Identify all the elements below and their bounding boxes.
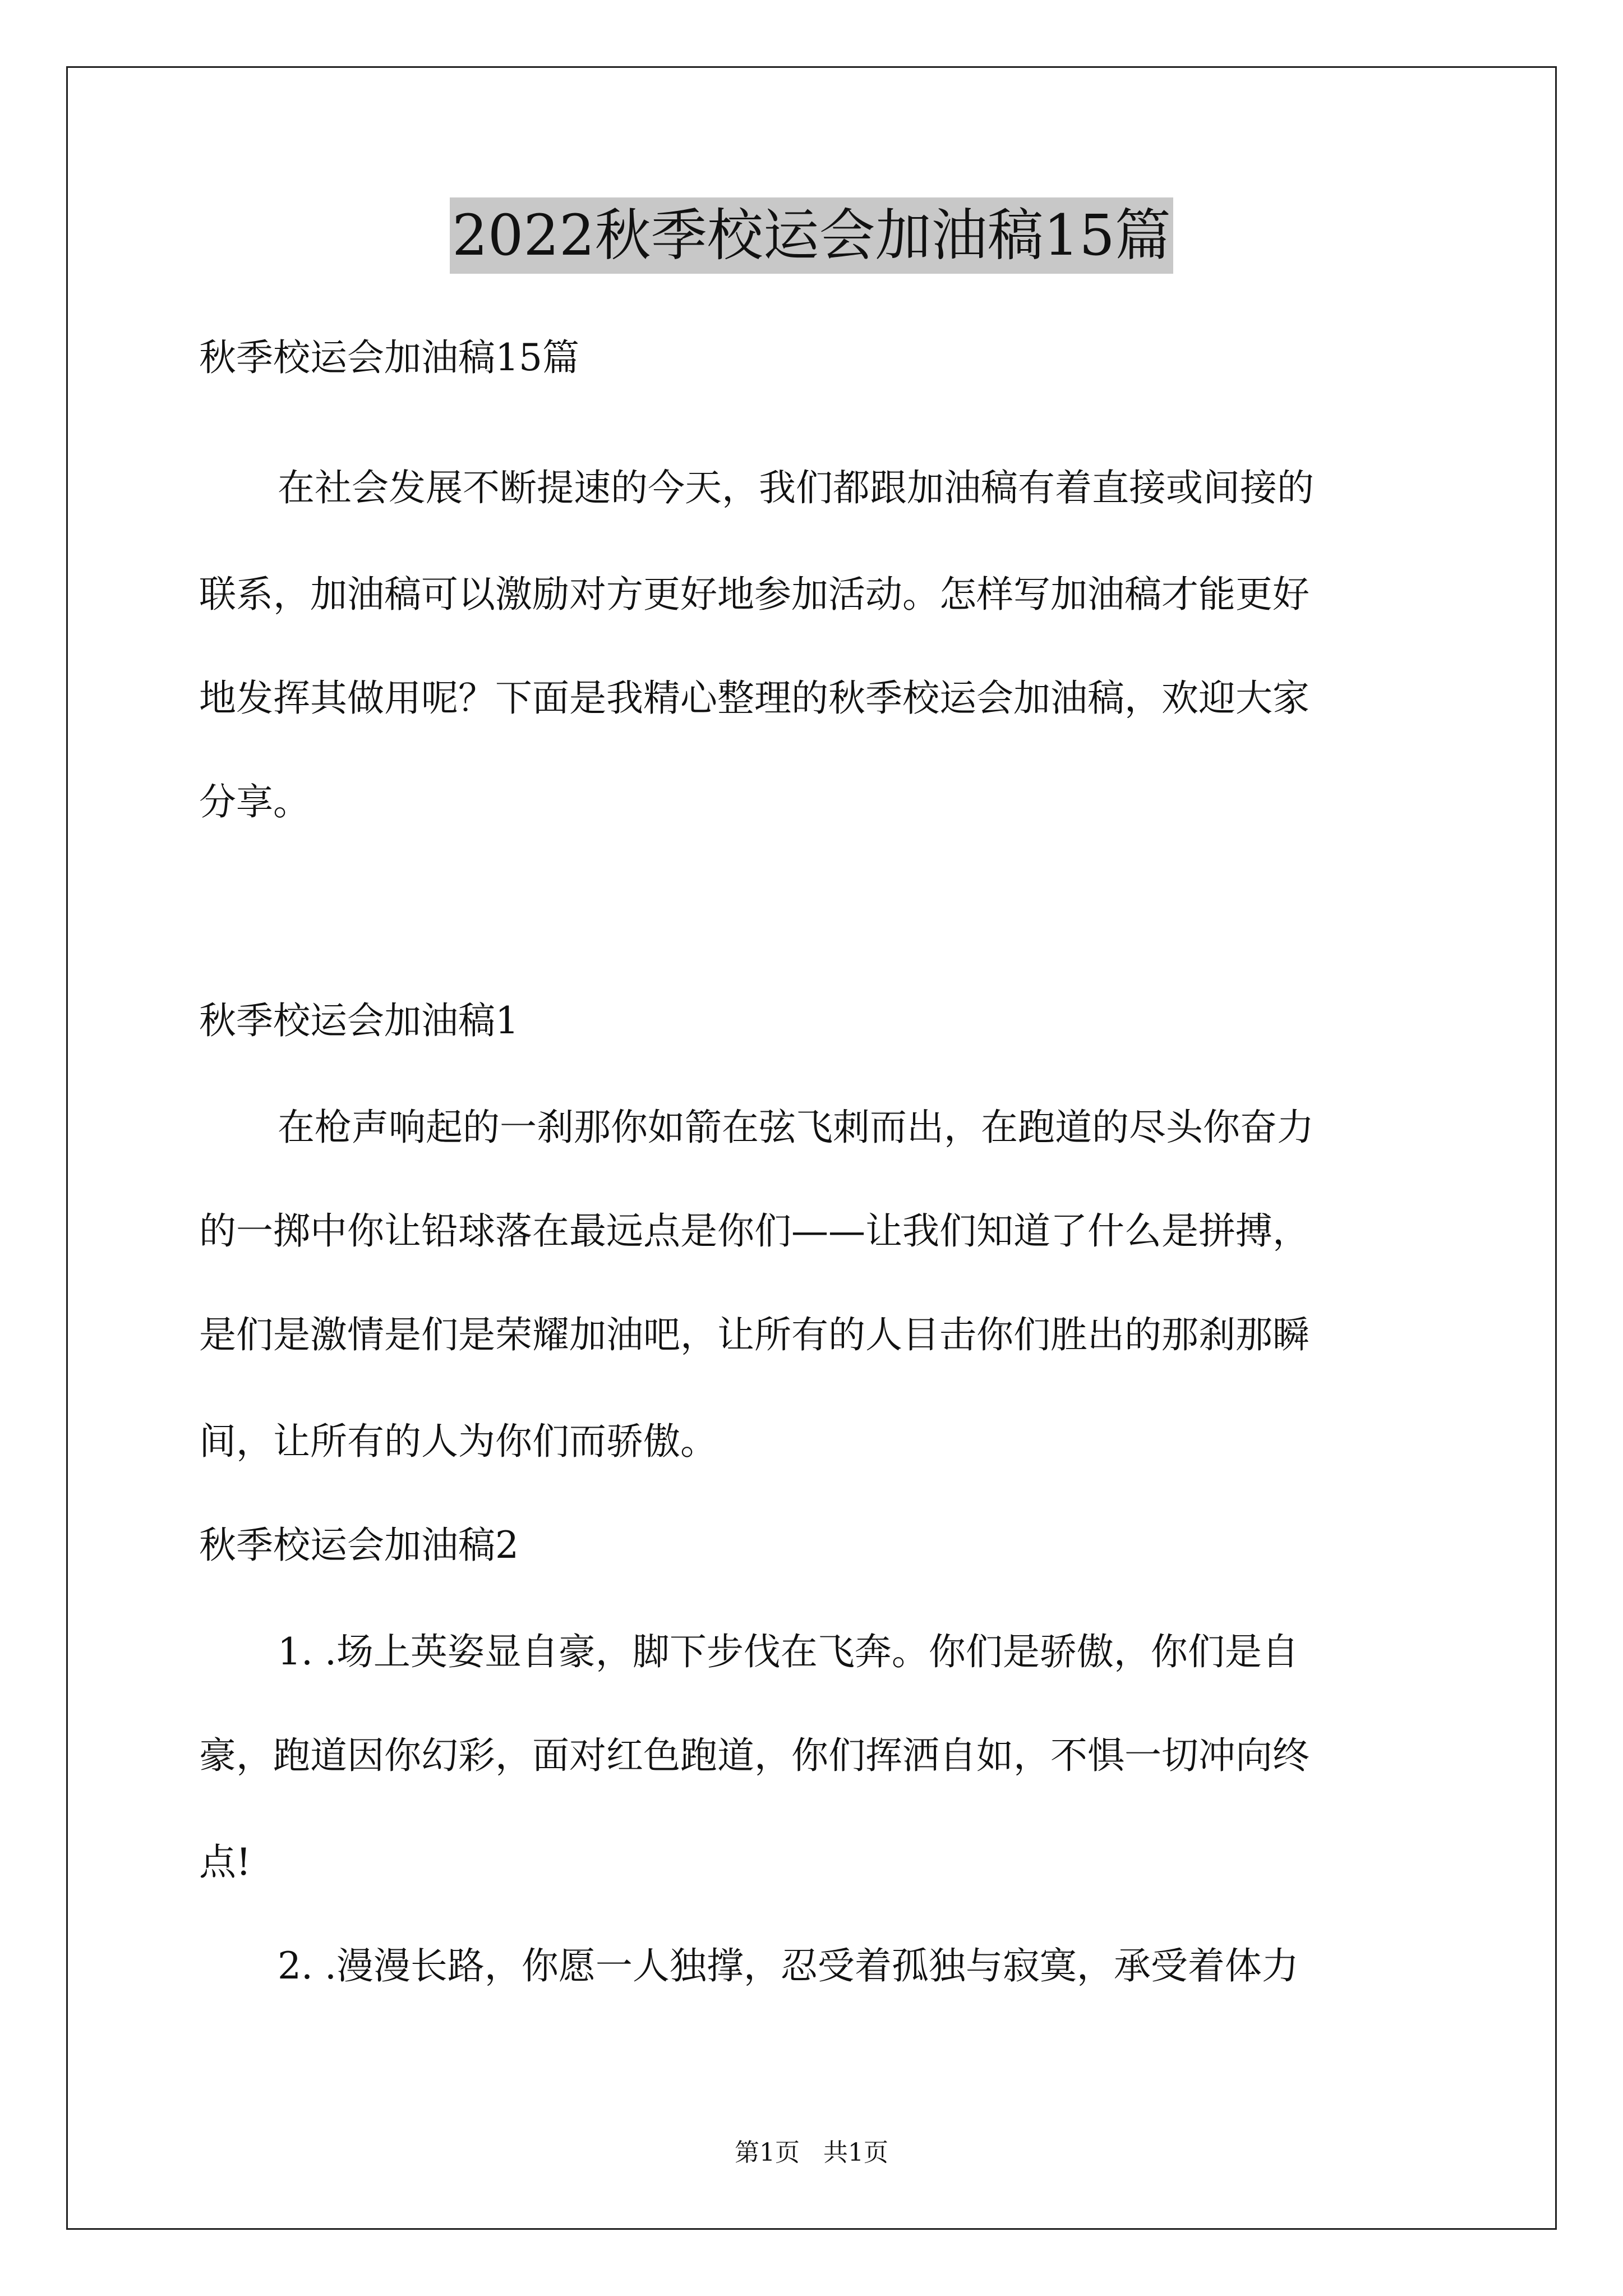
list-item-line: 点!	[199, 1841, 251, 1884]
document-title: 2022秋季校运会加油稿15篇	[450, 197, 1173, 274]
intro-line: 分享。	[199, 780, 310, 823]
section-heading: 秋季校运会加油稿1	[199, 999, 519, 1042]
intro-line: 联系，加油稿可以激励对方更好地参加活动。怎样写加油稿才能更好	[199, 573, 1310, 616]
intro-line: 在社会发展不断提速的今天，我们都跟加油稿有着直接或间接的	[278, 466, 1314, 509]
page-footer: 第1页 共1页	[735, 2138, 888, 2167]
paragraph-line: 是们是激情是们是荣耀加油吧，让所有的人目击你们胜出的那刹那瞬	[199, 1313, 1310, 1356]
intro-line: 地发挥其做用呢？下面是我精心整理的秋季校运会加油稿，欢迎大家	[199, 677, 1310, 720]
list-item-line: 豪，跑道因你幻彩，面对红色跑道，你们挥洒自如，不惧一切冲向终	[199, 1734, 1310, 1777]
list-item-line: 2. .漫漫长路，你愿一人独撑，忍受着孤独与寂寞，承受着体力	[278, 1944, 1299, 1987]
subtitle: 秋季校运会加油稿15篇	[199, 336, 579, 379]
section-heading: 秋季校运会加油稿2	[199, 1524, 519, 1567]
title-container	[0, 197, 1623, 274]
paragraph-line: 间，让所有的人为你们而骄傲。	[199, 1420, 717, 1463]
paragraph-line: 在枪声响起的一刹那你如箭在弦飞刺而出，在跑道的尽头你奋力	[278, 1106, 1314, 1149]
list-item-line: 1. .场上英姿显自豪，脚下步伐在飞奔。你们是骄傲，你们是自	[278, 1630, 1299, 1673]
paragraph-line: 的一掷中你让铅球落在最远点是你们——让我们知道了什么是拼搏，	[199, 1209, 1310, 1253]
